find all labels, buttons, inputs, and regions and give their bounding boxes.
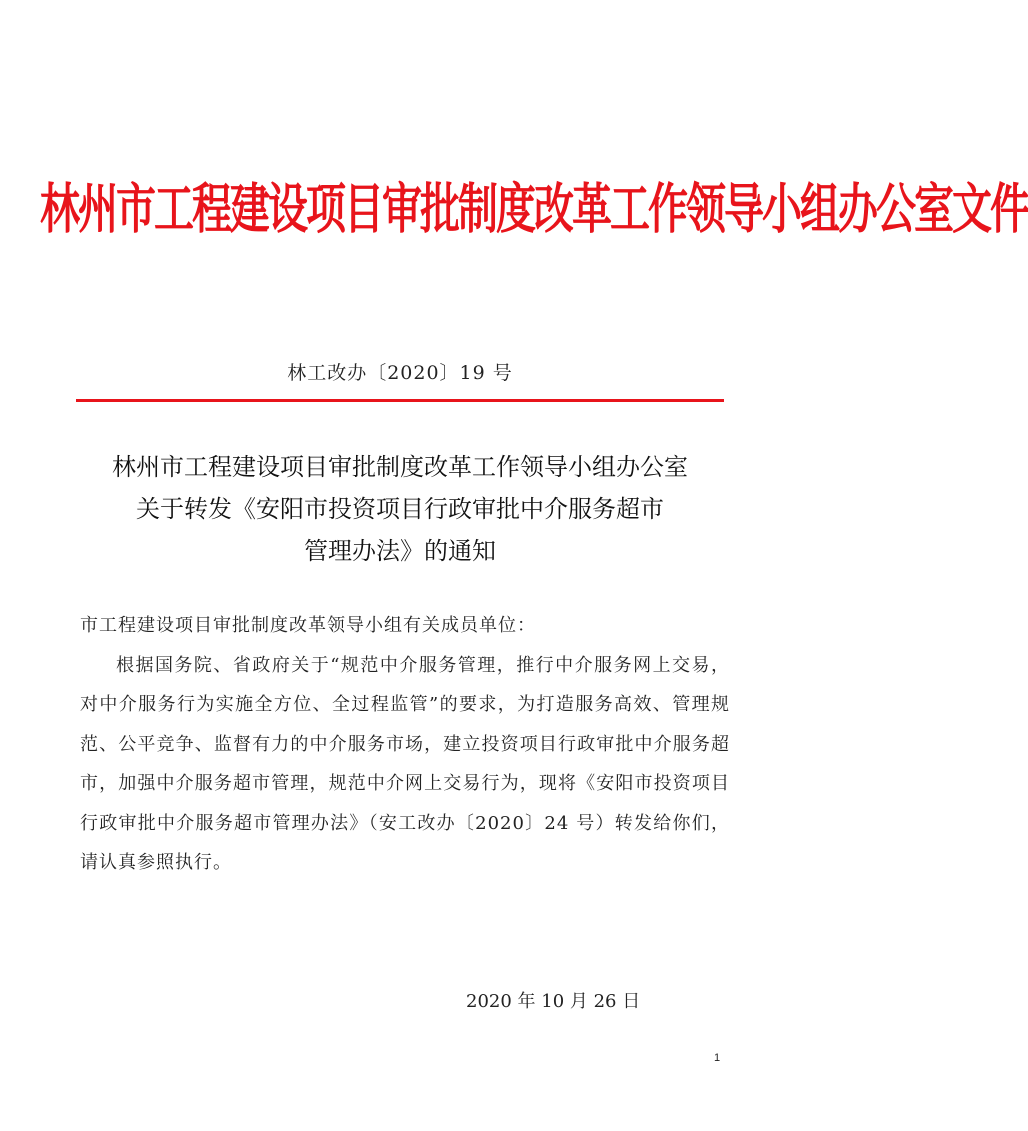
document-number: 林工改办〔2020〕19 号	[287, 362, 513, 384]
document-body	[80, 606, 730, 883]
salutation: 市工程建设项目审批制度改革领导小组有关成员单位：	[80, 615, 536, 636]
issuer-header: 林州市工程建设项目审批制度改革工作领导小组办公室文件	[40, 178, 1028, 241]
title-line-2: 关于转发《安阳市投资项目行政审批中介服务超市	[136, 495, 664, 523]
body-paragraph: 根据国务院、省政府关于“规范中介服务管理，推行中介服务网上交易，对中介服务行为实施全方位、全过程监管”的要求，为打造服务高效、管理规范、公平竞争、监督有力的中介服务市场，建立投资项目行政审批中介服务超市，加强中介服务超市管理，规范中介网上交易行为，现将《安阳市投资项目行政审批中介服务超市管理办法》（安工改办〔2020〕24 号）转发给你们，请认真参照执行。	[80, 654, 730, 873]
document-title	[60, 446, 740, 572]
red-divider-line	[76, 399, 724, 402]
issue-date: 2020 年 10 月 26 日	[466, 991, 641, 1012]
title-line-1: 林州市工程建设项目审批制度改革工作领导小组办公室	[112, 453, 688, 481]
title-line-3: 管理办法》的通知	[304, 537, 496, 565]
page-number: 1	[714, 1052, 721, 1064]
